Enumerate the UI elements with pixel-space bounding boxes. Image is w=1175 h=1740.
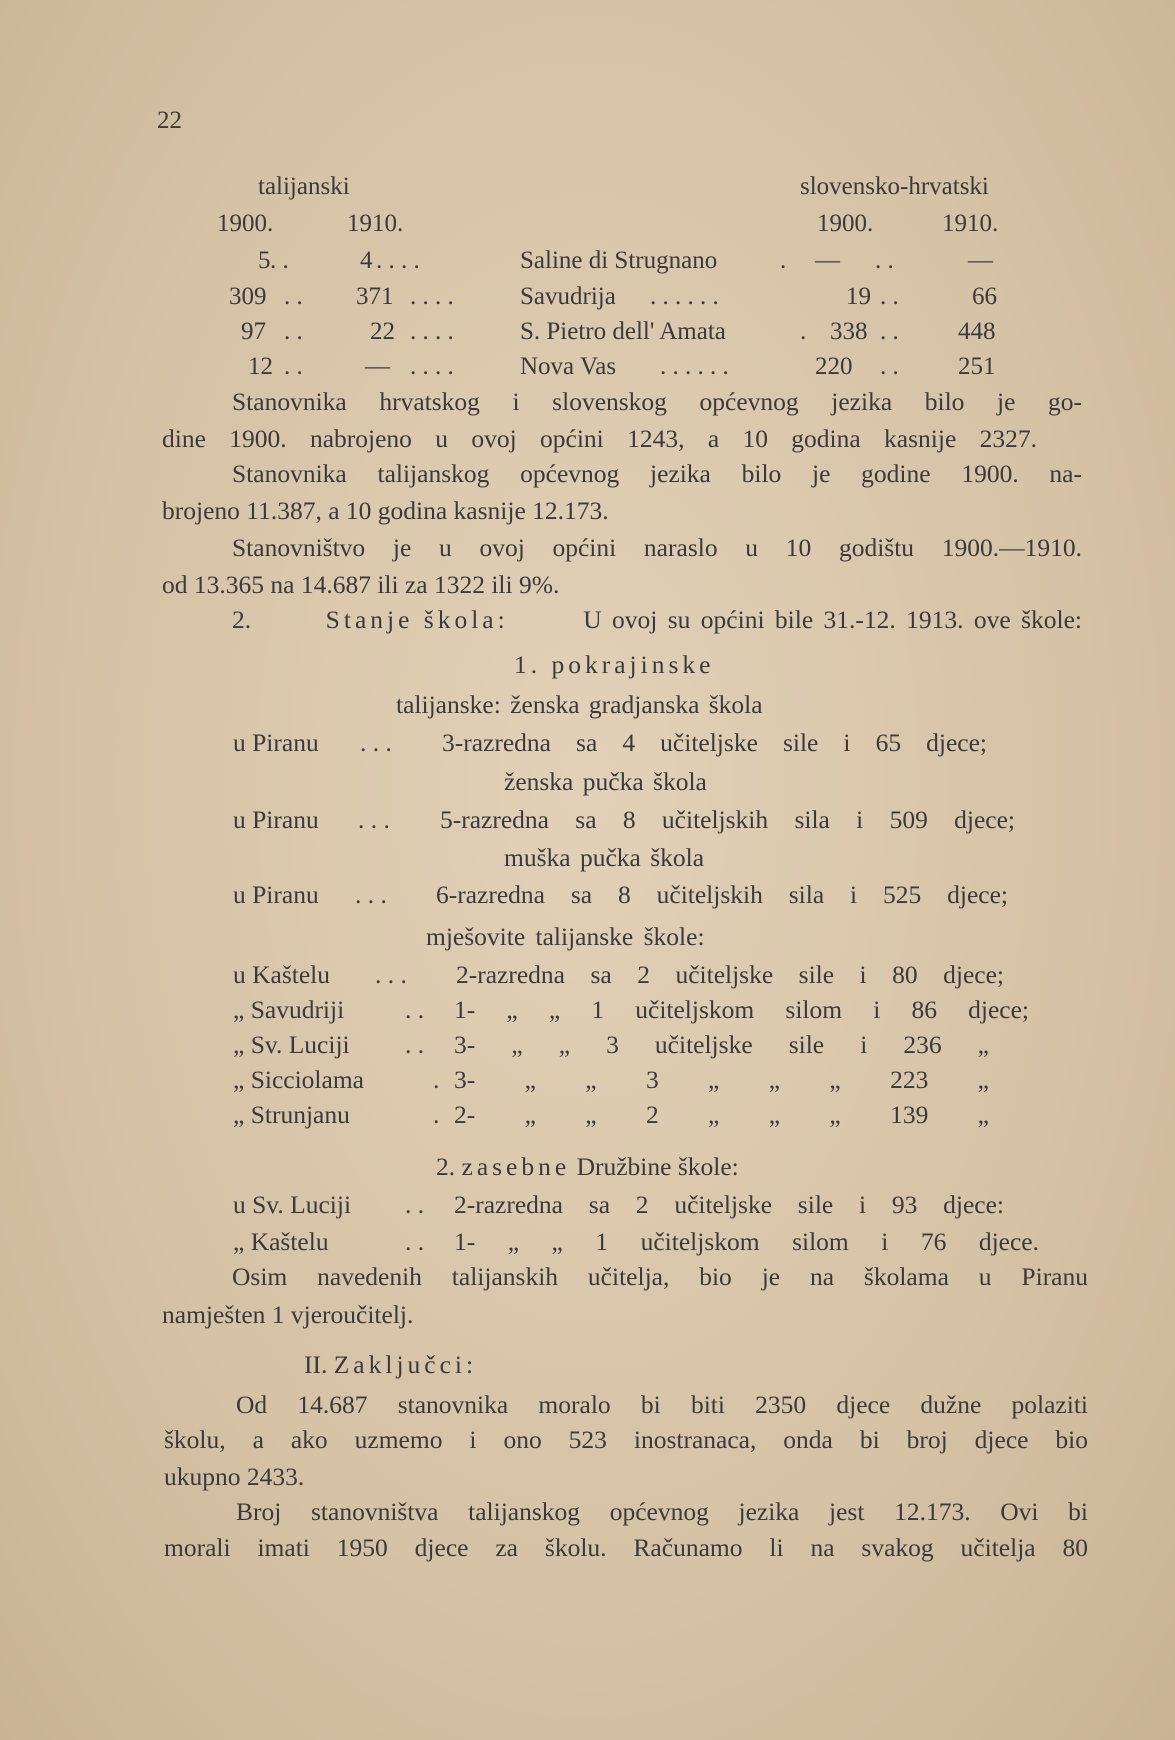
private-school-1-place: u Sv. Luciji bbox=[233, 1190, 352, 1219]
leader-dots: . . bbox=[880, 353, 899, 380]
table-row-3-ital-1900: 97 bbox=[241, 318, 266, 345]
table-row-1-ital-1910: 4 bbox=[360, 247, 373, 274]
para-2-line-2: brojeno 11.387, a 10 godina kasnije 12.173. bbox=[162, 496, 609, 525]
heading-zasebne-number: 2. bbox=[436, 1152, 456, 1181]
leader-dots: . . . bbox=[355, 880, 387, 909]
table-row-2-ital-1910: 371 bbox=[356, 283, 394, 310]
section-2-title: Zaključci: bbox=[333, 1350, 478, 1379]
para-3-line-1: Stanovništvo je u ovoj općini naraslo u 10 godištu 1900.—1910. bbox=[232, 533, 1082, 562]
para-1-line-2: dine 1900. nabrojeno u ovoj općini 1243, a 10 godina kasnije 2327. bbox=[162, 424, 1037, 453]
leader-dots: . . . . bbox=[410, 353, 454, 380]
table-row-3-ital-1910: 22 bbox=[370, 318, 395, 345]
private-school-1-description: 2-razredna sa 2 učiteljske sile i 93 djece: bbox=[454, 1190, 1004, 1219]
heading-pokrajinske: 1. pokrajinske bbox=[514, 650, 715, 679]
page-number: 22 bbox=[157, 107, 182, 134]
mixed-school-3-place: „ Sv. Luciji bbox=[233, 1030, 350, 1059]
table-row-1-slo-1900: — bbox=[815, 247, 840, 274]
mixed-school-3-description: 3- „ „ 3 učiteljske sile i 236 „ bbox=[454, 1030, 989, 1059]
table-row-3-place: S. Pietro dell' Amata bbox=[520, 318, 726, 345]
para-6-line-2: školu, a ako uzmemo i ono 523 inostranaca, onda bi broj djece bio bbox=[164, 1425, 1088, 1454]
school-2-place: u Piranu bbox=[233, 805, 319, 834]
section-heading-stanje-skola: Stanje škola: bbox=[325, 605, 509, 634]
leader-dots: . . bbox=[405, 1030, 425, 1059]
school-3-place: u Piranu bbox=[233, 880, 319, 909]
table-row-2-slo-1910: 66 bbox=[972, 283, 997, 310]
heading-zenska-gradjanska: talijanske: ženska gradjanska škola bbox=[396, 690, 763, 719]
para-6-line-3: ukupno 2433. bbox=[164, 1462, 305, 1491]
heading-zasebne bbox=[436, 1152, 739, 1182]
para-7-line-1: Broj stanovništva talijanskog općevnog jezika jest 12.173. Ovi bi bbox=[236, 1497, 1088, 1526]
mixed-school-2-description: 1- „ „ 1 učiteljskom silom i 86 djece; bbox=[454, 995, 1029, 1024]
mixed-school-4-description: 3- „ „ 3 „ „ „ 223 „ bbox=[454, 1065, 989, 1094]
leader-dots: . . bbox=[405, 995, 425, 1024]
leader-dots: . . . . bbox=[410, 283, 454, 310]
table-row-1-slo-1910: — bbox=[968, 247, 993, 274]
leader-dots: . . bbox=[880, 318, 899, 345]
leader-dots: . bbox=[433, 1065, 440, 1094]
para-5-line-2: namješten 1 vjeroučitelj. bbox=[162, 1300, 414, 1329]
heading-zasebne-word: zasebne bbox=[461, 1152, 571, 1181]
year-ital-1900: 1900. bbox=[217, 210, 274, 237]
mixed-school-4-place: „ Sicciolama bbox=[233, 1065, 364, 1094]
year-ital-1910: 1910. bbox=[347, 210, 404, 237]
table-row-4-slo-1900: 220 bbox=[815, 353, 853, 380]
para-6-line-1: Od 14.687 stanovnika moralo bi biti 2350 djece dužne polaziti bbox=[236, 1390, 1088, 1419]
leader-dots: . . . . bbox=[410, 318, 454, 345]
leader-dots: . . . . . . bbox=[650, 283, 719, 310]
school-3-description: 6-razredna sa 8 učiteljskih sila i 525 djece; bbox=[436, 880, 1008, 909]
table-header-slovene-croatian: slovensko-hrvatski bbox=[800, 173, 989, 200]
mixed-school-5-place: „ Strunjanu bbox=[233, 1100, 350, 1129]
mixed-school-1-description: 2-razredna sa 2 učiteljske sile i 80 djece; bbox=[456, 960, 1004, 989]
leader-dots: . bbox=[780, 247, 787, 274]
leader-dots: . . bbox=[875, 247, 894, 274]
table-row-2-ital-1900: 309 bbox=[229, 283, 267, 310]
leader-dots: . . bbox=[284, 318, 303, 345]
leader-dots: . . . bbox=[375, 960, 407, 989]
para-1-line-1: Stanovnika hrvatskog i slovenskog općevnog jezika bilo je go- bbox=[232, 387, 1082, 416]
table-row-2-slo-1900: 19 bbox=[846, 283, 871, 310]
leader-dots: . . bbox=[284, 353, 303, 380]
leader-dots: . . bbox=[405, 1227, 425, 1256]
leader-dots: . . bbox=[405, 1190, 425, 1219]
table-row-4-ital-1900: 12 bbox=[248, 353, 273, 380]
table-row-1-ital-1900: 5 bbox=[258, 247, 271, 274]
table-row-2-place: Savudrija bbox=[520, 283, 616, 310]
section-2-heading bbox=[304, 1350, 477, 1380]
para-4-text: U ovoj su općini bile 31.-12. 1913. ove škole: bbox=[583, 605, 1082, 634]
para-2-line-1: Stanovnika talijanskog općevnog jezika bilo je godine 1900. na- bbox=[232, 459, 1082, 488]
heading-muska-pucka: muška pučka škola bbox=[504, 843, 705, 872]
table-row-1-place: Saline di Strugnano bbox=[520, 247, 718, 274]
heading-zasebne-rest: Družbine škole: bbox=[576, 1152, 739, 1181]
section-2-number: II. bbox=[304, 1350, 328, 1379]
table-row-4-place: Nova Vas bbox=[520, 353, 617, 380]
heading-zenska-pucka: ženska pučka škola bbox=[504, 767, 707, 796]
table-header-italian: talijanski bbox=[258, 173, 350, 200]
para-3-line-2: od 13.365 na 14.687 ili za 1322 ili 9%. bbox=[162, 570, 560, 599]
school-1-place: u Piranu bbox=[233, 728, 319, 757]
private-school-2-place: „ Kaštelu bbox=[233, 1227, 329, 1256]
table-row-3-slo-1900: 338 bbox=[830, 318, 868, 345]
leader-dots: . . bbox=[270, 247, 289, 274]
table-row-4-ital-1910: — bbox=[365, 353, 390, 380]
leader-dots: . . bbox=[284, 283, 303, 310]
leader-dots: . . . bbox=[360, 728, 392, 757]
year-slo-1900: 1900. bbox=[817, 210, 874, 237]
leader-dots: . . . bbox=[358, 805, 390, 834]
para-4-number: 2. bbox=[232, 605, 252, 634]
heading-mjesovite: mješovite talijanske škole: bbox=[426, 922, 705, 951]
mixed-school-5-description: 2- „ „ 2 „ „ „ 139 „ bbox=[454, 1100, 989, 1129]
leader-dots: . . . . bbox=[376, 247, 420, 274]
para-7-line-2: morali imati 1950 djece za školu. Računamo li na svakog učitelja 80 bbox=[164, 1533, 1088, 1562]
year-slo-1910: 1910. bbox=[942, 210, 999, 237]
mixed-school-1-place: u Kaštelu bbox=[233, 960, 331, 989]
para-4 bbox=[232, 605, 1082, 635]
private-school-2-description: 1- „ „ 1 učiteljskom silom i 76 djece. bbox=[454, 1227, 1039, 1256]
school-1-description: 3-razredna sa 4 učiteljske sile i 65 djece; bbox=[442, 728, 987, 757]
mixed-school-2-place: „ Savudriji bbox=[233, 995, 345, 1024]
table-row-3-slo-1910: 448 bbox=[958, 318, 996, 345]
leader-dots: . . . . . . bbox=[660, 353, 729, 380]
leader-dots: . . bbox=[880, 283, 899, 310]
leader-dots: . bbox=[433, 1100, 440, 1129]
school-2-description: 5-razredna sa 8 učiteljskih sila i 509 djece; bbox=[440, 805, 1015, 834]
leader-dots: . bbox=[800, 318, 807, 345]
table-row-4-slo-1910: 251 bbox=[958, 353, 996, 380]
para-5-line-1: Osim navedenih talijanskih učitelja, bio je na školama u Piranu bbox=[232, 1262, 1088, 1291]
